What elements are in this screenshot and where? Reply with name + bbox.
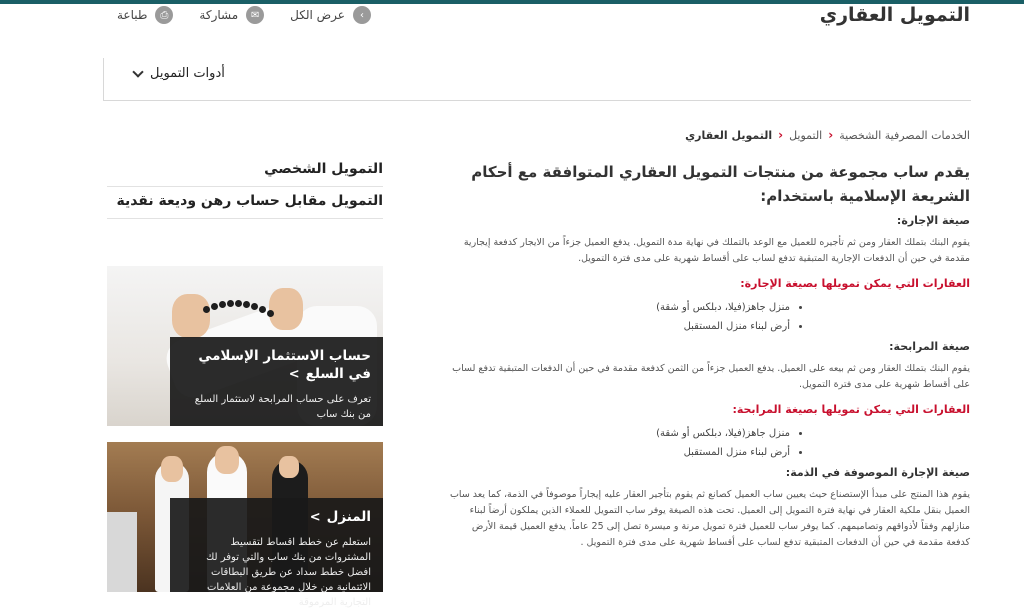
forward-ijarah-text: يقوم هذا المنتج على مبدأ الإستصناع حيث يعيين ساب العميل كصانع ثم يقوم بتأجير العقار عليه إيجاراً موصوفاً في الذمة، كما يعد ساب العميل بنقل ملكية العقار في نهاية فترة التمويل إلى العميل. تحت هذه الصيغة يوفر ساب التمويل للعملاء الذين يملكون أرضاً لبناء منازلهم وفقاً لأذواقهم وتصاميمهم. كما يوفر ساب للعميل فترة تمويل مرنة و ميسرة تصل إلى 25 عاماً. يدفع العميل قيمة الأرض كدفعة مقدمة في حين أن الدفعات المتبقية تدفع لساب على أقساط شهرية على مدى فترة التمويل . xyxy=(449,489,970,548)
breadcrumb-current: التمويل العقاري xyxy=(685,128,773,142)
ijarah-title: صيغة الإجارة: xyxy=(896,214,970,227)
promo-text: استعلم عن خطط اقساط لتقسيط المشتروات من بنك ساب والتي توفر لك افضل خطط سداد عن طريق البطاقات الائتمانية من خلال مجموعة من العلامات التجارية المرموقة xyxy=(206,537,371,608)
page-title: التمويل العقاري xyxy=(819,4,970,26)
list-item: • أرض لبناء منزل المستقبل xyxy=(450,317,790,336)
chevron-right-icon: › xyxy=(353,6,371,24)
sidebar-link-personal-finance[interactable]: التمويل الشخصي xyxy=(107,155,383,187)
page-tools xyxy=(117,6,371,24)
promo-card-commodity-investment[interactable] xyxy=(107,266,383,426)
breadcrumb-finance[interactable]: التمويل xyxy=(789,128,823,142)
mail-icon: ✉ xyxy=(246,6,264,24)
ijarah-eligible-title: العقارات التي يمكن تمويلها بصيغة الإجارة: xyxy=(740,277,970,290)
view-all-button[interactable] xyxy=(290,6,371,24)
ijarah-text: يقوم البنك بتملك العقار ومن ثم تأجيره للعميل مع الوعد بالتملك في نهاية مدة التمويل. يدفع العميل جزءاً من الايجار كدفعة إيجارية مقدمة في حين أن الدفعات الإجارية المتبقية تدفع لساب على أقساط شهرية على مدى فترة التمويل. xyxy=(463,237,970,264)
promo-title: المنزل> xyxy=(309,509,371,525)
list-item: • منزل جاهز(فيلا، دبلكس أو شقة) xyxy=(450,424,790,443)
print-label: طباعة xyxy=(117,8,148,22)
sidebar-link-cash-deposit-finance[interactable]: التمويل مقابل حساب رهن وديعة نقدية xyxy=(107,187,383,219)
murabaha-eligible-title: العقارات التي يمكن تمويلها بصيغة المرابحة: xyxy=(732,403,970,416)
intro-heading: يقدم ساب مجموعة من منتجات التمويل العقاري المتوافقة مع أحكام الشريعة الإسلامية باستخدام: xyxy=(471,163,970,205)
ijarah-eligible-list xyxy=(450,298,970,336)
finance-tools-label: أدوات التمويل xyxy=(150,66,225,81)
breadcrumb-separator-icon: ‹ xyxy=(828,128,834,142)
breadcrumb-personal-banking[interactable]: الخدمات المصرفية الشخصية xyxy=(839,128,970,142)
murabaha-text: يقوم البنك بتملك العقار ومن ثم بيعه على العميل. يدفع العميل جزءاً من الثمن كدفعة مقدمة في حين أن الدفعات المتبقية تدفع لساب على أقساط شهرية على مدى فترة التمويل. xyxy=(452,363,970,390)
print-icon: ⎙ xyxy=(155,6,173,24)
promo-text: تعرف على حساب المرابحة لاستثمار السلع من بنك ساب xyxy=(194,394,371,420)
share-button[interactable] xyxy=(199,6,264,24)
print-button[interactable] xyxy=(117,6,173,24)
finance-tools-bar xyxy=(103,58,971,101)
forward-ijarah-title: صيغة الإجارة الموصوفة في الذمة: xyxy=(785,466,970,479)
promo-overlay xyxy=(170,498,383,608)
murabaha-title: صيغة المرابحة: xyxy=(889,340,970,353)
promo-card-home[interactable] xyxy=(107,442,383,608)
share-label: مشاركة xyxy=(199,8,239,22)
list-item: • أرض لبناء منزل المستقبل xyxy=(450,443,790,462)
breadcrumb xyxy=(685,128,970,142)
chevron-left-icon: > xyxy=(309,510,321,525)
finance-tools-dropdown[interactable] xyxy=(134,66,225,81)
chevron-left-icon: > xyxy=(288,367,300,382)
main-content xyxy=(450,160,970,561)
chevron-down-icon xyxy=(132,66,143,77)
sidebar xyxy=(107,155,383,608)
list-item: • منزل جاهز(فيلا، دبلكس أو شقة) xyxy=(450,298,790,317)
view-all-label: عرض الكل xyxy=(290,8,345,22)
promo-title: حساب الاستثمار الإسلامي في السلع> xyxy=(198,348,371,382)
promo-overlay xyxy=(170,337,383,426)
murabaha-eligible-list xyxy=(450,424,970,462)
breadcrumb-separator-icon: ‹ xyxy=(778,128,784,142)
